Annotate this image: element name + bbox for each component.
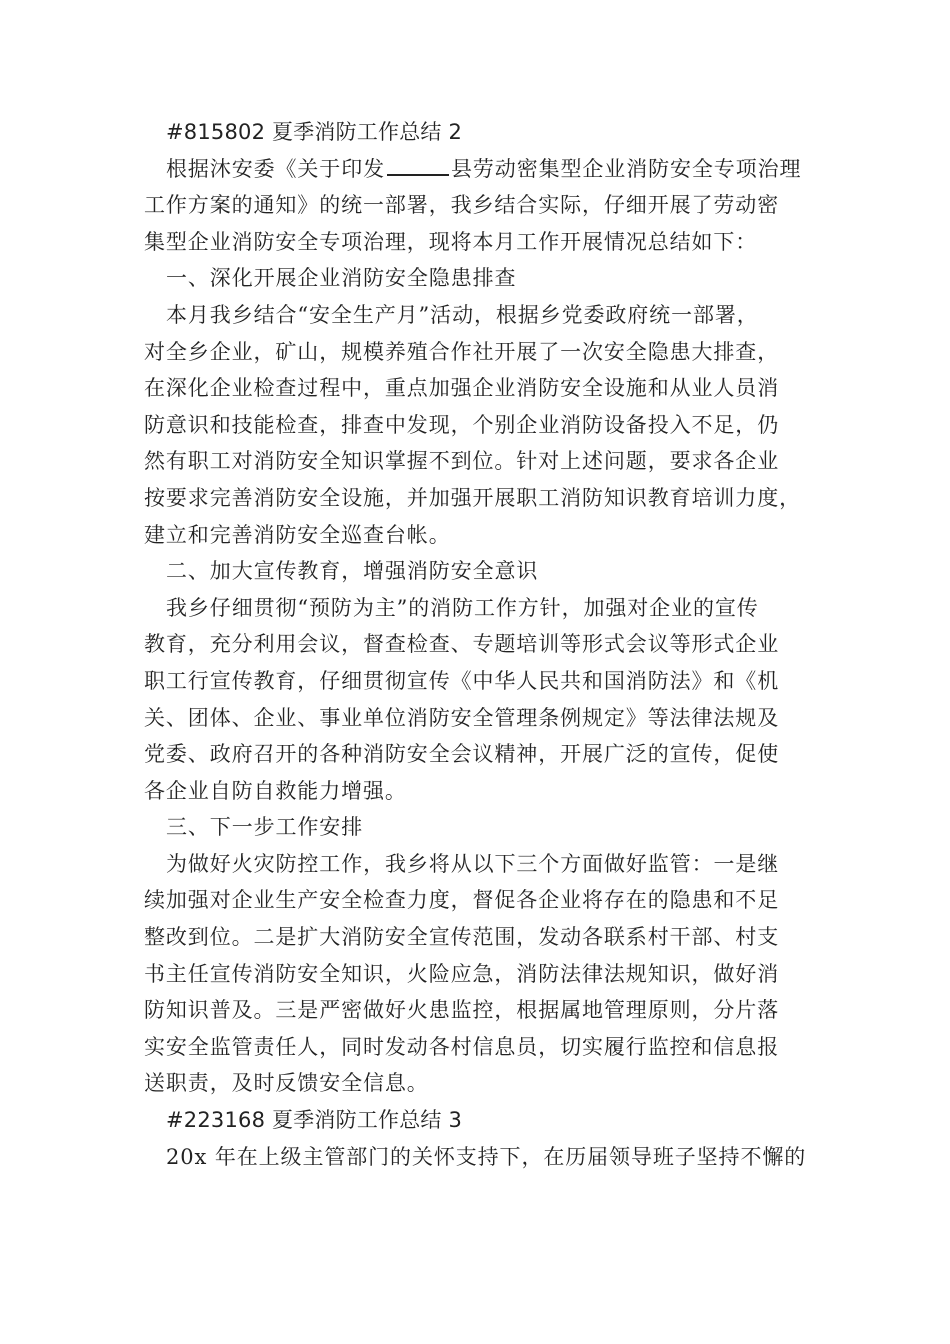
paragraph-line: 建立和完善消防安全巡查台帐。 bbox=[144, 522, 451, 547]
section-heading-1: 一、深化开展企业消防安全隐患排查 bbox=[166, 266, 517, 291]
article-title-3: #223168 夏季消防工作总结 3 bbox=[166, 1108, 463, 1133]
paragraph-line: 按要求完善消防安全设施，并加强开展职工消防知识教育培训力度， bbox=[144, 485, 801, 510]
paragraph-line: 教育，充分利用会议，督查检查、专题培训等形式会议等形式企业 bbox=[144, 632, 780, 657]
paragraph-line: 然有职工对消防安全知识掌握不到位。针对上述问题，要求各企业 bbox=[144, 449, 780, 474]
paragraph-line: 在深化企业检查过程中，重点加强企业消防安全设施和从业人员消 bbox=[144, 376, 780, 401]
paragraph-line: 本月我乡结合“安全生产月”活动，根据乡党委政府统一部署， bbox=[166, 302, 759, 327]
paragraph-line: 对全乡企业，矿山，规模养殖合作社开展了一次安全隐患大排查， bbox=[144, 339, 780, 364]
paragraph-line: 送职责，及时反馈安全信息。 bbox=[144, 1071, 429, 1096]
article-title-2: #815802 夏季消防工作总结 2 bbox=[166, 120, 463, 144]
paragraph-line: 书主任宣传消防安全知识，火险应急，消防法律法规知识，做好消 bbox=[144, 961, 780, 986]
paragraph-line: 续加强对企业生产安全检查力度，督促各企业将存在的隐患和不足 bbox=[144, 888, 780, 913]
paragraph-line: 关、团体、企业、事业单位消防安全管理条例规定》等法律法规及 bbox=[144, 705, 780, 730]
paragraph-line: 防知识普及。三是严密做好火患监控，根据属地管理原则，分片落 bbox=[144, 998, 780, 1023]
paragraph-line: 实安全监管责任人，同时发动各村信息员，切实履行监控和信息报 bbox=[144, 1034, 780, 1059]
paragraph-line: 我乡仔细贯彻“预防为主”的消防工作方针，加强对企业的宣传 bbox=[166, 595, 759, 620]
paragraph-text: 根据沐安委《关于印发 bbox=[166, 156, 385, 181]
paragraph-line: 集型企业消防安全专项治理，现将本月工作开展情况总结如下： bbox=[144, 229, 758, 254]
paragraph-line: 防意识和技能检查，排查中发现，个别企业消防设备投入不足，仍 bbox=[144, 412, 780, 437]
paragraph-line bbox=[144, 151, 824, 188]
document-page bbox=[144, 114, 824, 1175]
paragraph-text: 县劳动密集型企业消防安全专项治理 bbox=[451, 156, 802, 181]
paragraph-line: 20x 年在上级主管部门的关怀支持下，在历届领导班子坚持不懈的 bbox=[166, 1144, 807, 1169]
paragraph-line: 职工行宣传教育，仔细贯彻宣传《中华人民共和国消防法》和《机 bbox=[144, 668, 780, 693]
paragraph-line: 整改到位。二是扩大消防安全宣传范围，发动各联系村干部、村支 bbox=[144, 925, 780, 950]
section-heading-3: 三、下一步工作安排 bbox=[166, 815, 364, 840]
paragraph-line: 工作方案的通知》的统一部署，我乡结合实际，仔细开展了劳动密 bbox=[144, 193, 780, 218]
paragraph-line: 为做好火灾防控工作，我乡将从以下三个方面做好监管：一是继 bbox=[166, 851, 780, 876]
section-heading-2: 二、加大宣传教育，增强消防安全意识 bbox=[166, 559, 539, 584]
paragraph-line: 党委、政府召开的各种消防安全会议精神，开展广泛的宣传，促使 bbox=[144, 742, 780, 767]
paragraph-line: 各企业自防自救能力增强。 bbox=[144, 778, 407, 803]
fill-in-blank bbox=[387, 152, 449, 176]
